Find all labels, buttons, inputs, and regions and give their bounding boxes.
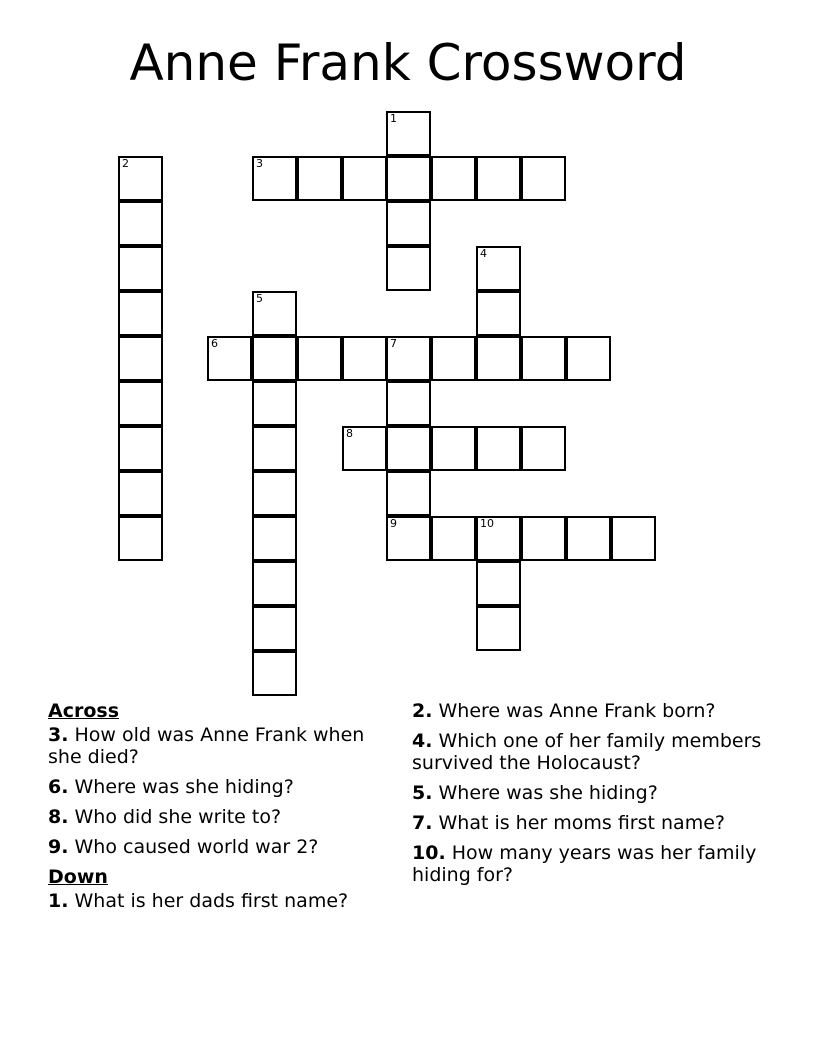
grid-cell[interactable] [297, 336, 342, 381]
grid-cell[interactable] [118, 426, 163, 471]
grid-cell[interactable] [118, 336, 163, 381]
clue-down-2: 2. Where was Anne Frank born? [412, 700, 716, 722]
grid-cell[interactable] [252, 606, 297, 651]
grid-cell[interactable] [431, 156, 476, 201]
clues-right-column [412, 700, 782, 894]
grid-cell[interactable] [342, 336, 387, 381]
grid-cell[interactable] [252, 291, 297, 336]
grid-cell[interactable] [342, 426, 387, 471]
grid-cell[interactable] [386, 426, 431, 471]
clue-number: 8 [346, 427, 353, 440]
grid-cell[interactable] [386, 336, 431, 381]
grid-cell[interactable] [252, 471, 297, 516]
clues-left-column [48, 700, 378, 920]
grid-cell[interactable] [566, 516, 611, 561]
grid-cell[interactable] [118, 291, 163, 336]
grid-cell[interactable] [252, 156, 297, 201]
grid-cell[interactable] [118, 246, 163, 291]
grid-cell[interactable] [521, 336, 566, 381]
grid-cell[interactable] [566, 336, 611, 381]
grid-cell[interactable] [386, 516, 431, 561]
grid-cell[interactable] [207, 336, 252, 381]
clue-down-5: 5. Where was she hiding? [412, 782, 658, 804]
clue-across-3: 3. How old was Anne Frank when she died? [48, 724, 365, 768]
grid-cell[interactable] [386, 471, 431, 516]
grid-cell[interactable] [476, 291, 521, 336]
grid-cell[interactable] [476, 516, 521, 561]
clue-down-10: 10. How many years was her family hiding for? [412, 842, 757, 886]
grid-cell[interactable] [386, 111, 431, 156]
clue-down-1: 1. What is her dads first name? [48, 890, 349, 912]
grid-cell[interactable] [252, 561, 297, 606]
down-heading: Down [48, 866, 108, 888]
grid-cell[interactable] [521, 156, 566, 201]
clue-across-8: 8. Who did she write to? [48, 806, 282, 828]
grid-cell[interactable] [521, 426, 566, 471]
clue-number: 7 [390, 337, 397, 350]
clue-across-9: 9. Who caused world war 2? [48, 836, 319, 858]
grid-cell[interactable] [297, 156, 342, 201]
grid-cell[interactable] [431, 336, 476, 381]
grid-cell[interactable] [476, 156, 521, 201]
grid-cell[interactable] [476, 606, 521, 651]
clue-number: 3 [256, 157, 263, 170]
clue-down-4: 4. Which one of her family members survived the Holocaust? [412, 730, 762, 774]
grid-cell[interactable] [252, 336, 297, 381]
clue-number: 10 [480, 517, 494, 530]
grid-cell[interactable] [252, 516, 297, 561]
grid-cell[interactable] [431, 426, 476, 471]
grid-cell[interactable] [252, 651, 297, 696]
puzzle-title: Anne Frank Crossword [129, 34, 687, 92]
grid-cell[interactable] [386, 156, 431, 201]
clue-number: 1 [390, 112, 397, 125]
clue-number: 2 [122, 157, 129, 170]
grid-cell[interactable] [611, 516, 656, 561]
grid-cell[interactable] [342, 156, 387, 201]
grid-cell[interactable] [476, 246, 521, 291]
grid-cell[interactable] [118, 381, 163, 426]
clue-number: 5 [256, 292, 263, 305]
grid-cell[interactable] [252, 426, 297, 471]
clue-number: 6 [211, 337, 218, 350]
grid-cell[interactable] [118, 201, 163, 246]
grid-cell[interactable] [476, 561, 521, 606]
grid-cell[interactable] [118, 471, 163, 516]
grid-cell[interactable] [476, 426, 521, 471]
grid-cell[interactable] [386, 246, 431, 291]
clue-number: 4 [480, 247, 487, 260]
grid-cell[interactable] [118, 516, 163, 561]
across-heading: Across [48, 700, 120, 722]
clue-number: 9 [390, 517, 397, 530]
grid-cell[interactable] [118, 156, 163, 201]
grid-cell[interactable] [431, 516, 476, 561]
grid-cell[interactable] [386, 381, 431, 426]
clue-down-7: 7. What is her moms first name? [412, 812, 725, 834]
grid-cell[interactable] [386, 201, 431, 246]
grid-cell[interactable] [476, 336, 521, 381]
grid-cell[interactable] [521, 516, 566, 561]
grid-cell[interactable] [252, 381, 297, 426]
clue-across-6: 6. Where was she hiding? [48, 776, 294, 798]
